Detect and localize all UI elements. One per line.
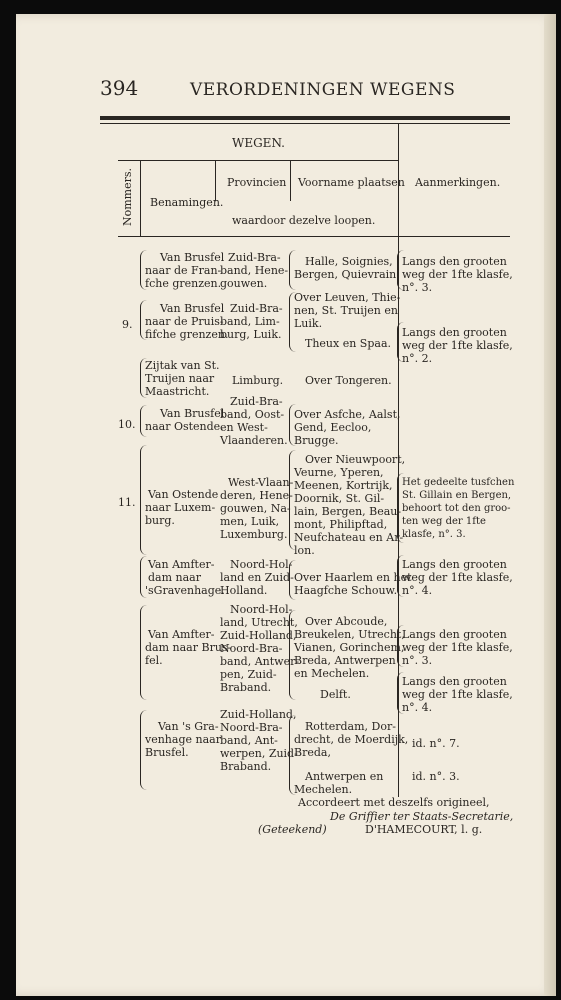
header-aanmerkingen: Aanmerkingen. [415,176,501,189]
row2-prov-1: Zuid-Bra- [230,302,283,315]
brace [289,450,296,550]
brace [140,556,147,598]
row6-plaats-1: Over Haarlem en het [294,571,412,584]
row3-benaming-1: Zijtak van St. [145,359,220,372]
row3-prov-1: Limburg. [232,374,284,387]
row5-aanm-1: Het gedeelte tusfchen [402,477,515,488]
row4-plaats-3: Brugge. [294,434,339,447]
row5-prov-2: deren, Hene- [220,489,293,502]
row5-prov-4: men, Luik, [220,515,280,528]
brace [289,404,296,446]
brace [140,250,147,290]
brace [140,358,147,398]
brace [289,560,296,600]
row2-plaats-4: Theux en Spaa. [305,337,391,350]
brace [140,300,147,340]
row2-benaming-3: fifche grenzen. [145,328,229,341]
row5-aanm-3: behoort tot den groo- [402,503,511,514]
row7-plaats-5: en Mechelen. [294,667,370,680]
header-divider [118,160,398,161]
row7-plaats-3: Vianen, Gorinchem, [294,641,405,654]
row7-plaats-2: Breukelen, Utrecht, [294,628,405,641]
brace [289,250,296,290]
brace [397,625,404,667]
row2-aanm-2: weg der 1fte klasfe, [402,339,513,352]
footer-accordeert: Accordeert met deszelfs origineel, [298,796,490,809]
page-number: 394 [100,76,139,100]
row7-prov-1: Noord-Hol- [230,603,293,616]
row1-plaats-2: Bergen, Quievrain. [294,268,400,281]
header-provincien: Provincien [227,176,287,189]
row6-prov-3: Holland. [220,584,268,597]
row6-aanm-3: n°. 4. [402,584,433,597]
brace [289,715,296,795]
row2-prov-3: burg, Luik. [220,328,282,341]
row1-aanm-2: weg der 1fte klasfe, [402,268,513,281]
row2-prov-2: band, Lim- [220,315,280,328]
row2-plaats-1: Over Leuven, Thie- [294,291,401,304]
row7-benaming-2: dam naar Brus- [145,641,232,654]
row8-prov-1: Zuid-Holland, [220,708,297,721]
row5-aanm-4: ten weg der 1fte [402,516,486,527]
row6-benaming-2: dam naar [148,571,201,584]
row5-nummer: 11. [118,496,136,509]
row7-prov-4: Noord-Bra- [220,642,283,655]
row6-plaats-2: Haagfche Schouw. [294,584,398,597]
header-rule-thick [100,116,510,120]
row5-plaats-1: Over Nieuwpoort, [305,453,406,466]
row2-benaming-1: Van Brusfel [160,302,225,315]
running-title: VERORDENINGEN WEGENS [190,80,456,100]
row5-aanm-2: St. Gillain en Bergen, [402,490,512,501]
row8-plaats-3: Breda, [294,746,331,759]
row6-aanm-1: Langs den grooten [402,558,507,571]
row7-prov-7: Braband. [220,681,272,694]
row8-prov-2: Noord-Bra- [220,721,283,734]
col-divider-3 [290,161,291,201]
row1-benaming-2: naar de Fran- [145,264,222,277]
row7-aanm-6: n°. 4. [402,701,433,714]
brace [140,405,147,437]
row7-plaats-4: Breda, Antwerpen [294,654,396,667]
row7-plaats-1: Over Abcoude, [305,615,388,628]
brace [397,322,404,362]
row7-aanm-3: n°. 3. [402,654,433,667]
brace [140,710,147,790]
row5-plaats-7: Neufchateau en Ar- [294,531,404,544]
header-benamingen: Benamingen. [150,196,224,209]
header-waardoor: waardoor dezelve loopen. [232,214,376,227]
brace [397,555,404,597]
row2-aanm-3: n°. 2. [402,352,433,365]
row8-benaming-2: venhage naar [145,733,221,746]
row3-plaats-1: Over Tongeren. [305,374,392,387]
row2-aanm-1: Langs den grooten [402,326,507,339]
row5-plaats-8: lon. [294,544,315,557]
row6-prov-1: Noord-Hol- [230,558,293,571]
row2-plaats-3: Luik. [294,317,323,330]
row5-aanm-5: klasfe, n°. 3. [402,529,466,540]
footer-signer: D'HAMECOURT, l. g. [365,823,483,836]
row6-benaming-3: 'sGravenhage. [145,584,225,597]
row8-aanm-1: id. n°. 7. [412,737,460,750]
row7-prov-3: Zuid-Holland, [220,629,297,642]
row7-aanm-5: weg der 1fte klasfe, [402,688,513,701]
row7-prov-5: band, Antwer- [220,655,300,668]
row8-aanm-2: id. n°. 3. [412,770,460,783]
row5-plaats-6: mont, Philipftad, [294,518,388,531]
row1-plaats-1: Halle, Soignies, [305,255,393,268]
row1-aanm-1: Langs den grooten [402,255,507,268]
row3-benaming-2: Truijen naar [145,372,215,385]
row7-prov-2: land, Utrecht, [220,616,298,629]
row7-aanm-4: Langs den grooten [402,675,507,688]
row5-prov-5: Luxemburg. [220,528,288,541]
footer-geteekend: (Geteekend) [258,823,327,836]
brace [397,473,404,543]
row6-aanm-2: weg der 1fte klasfe, [402,571,513,584]
footer-griffier: De Griffier ter Staats-Secretarie, [330,810,514,823]
header-rule-thin [100,123,510,124]
row1-aanm-3: n°. 3. [402,281,433,294]
row7-benaming-1: Van Amfter- [148,628,215,641]
header-wegen: WEGEN. [232,136,285,150]
row5-plaats-4: Doornik, St. Gil- [294,492,385,505]
row7-benaming-3: fel. [145,654,163,667]
row8-prov-4: werpen, Zuid- [220,747,298,760]
row1-prov-1: Zuid-Bra- [228,251,281,264]
row5-benaming-2: naar Luxem- [145,501,216,514]
row5-benaming-1: Van Ostende [148,488,219,501]
row5-prov-1: West-Vlaan- [228,476,294,489]
row5-plaats-3: Meenen, Kortrijk, [294,479,393,492]
row5-benaming-3: burg. [145,514,175,527]
row4-plaats-1: Over Asfche, Aalst, [294,408,401,421]
row8-plaats-5: Mechelen. [294,783,353,796]
row1-benaming-3: fche grenzen. [145,277,222,290]
row4-prov-4: Vlaanderen. [220,434,288,447]
row4-prov-1: Zuid-Bra- [230,395,283,408]
brace [289,610,296,700]
row3-benaming-3: Maastricht. [145,385,210,398]
row5-prov-3: gouwen, Na- [220,502,291,515]
row1-prov-2: band, Hene- [220,264,289,277]
row8-benaming-3: Brusfel. [145,746,189,759]
row8-prov-5: Braband. [220,760,272,773]
row5-plaats-5: lain, Bergen, Beau- [294,505,402,518]
row8-plaats-4: Antwerpen en [305,770,384,783]
row8-plaats-2: drecht, de Moerdijk, [294,733,409,746]
row6-benaming-1: Van Amfter- [148,558,215,571]
row2-benaming-2: naar de Pruis- [145,315,224,328]
row4-benaming-2: naar Ostende. [145,420,224,433]
header-voorname-plaatsen: Voorname plaatsen [298,176,405,189]
brace [397,250,404,290]
col-divider-2 [215,161,216,201]
row2-plaats-2: nen, St. Truijen en [294,304,398,317]
row4-prov-3: en West- [220,421,268,434]
row8-plaats-1: Rotterdam, Dor- [305,720,396,733]
brace [397,672,404,714]
row4-prov-2: band, Oost- [220,408,285,421]
row5-plaats-2: Veurne, Yperen, [294,466,384,479]
row6-prov-2: land en Zuid- [220,571,294,584]
row7-aanm-1: Langs den grooten [402,628,507,641]
header-bottom-rule [118,236,510,237]
row8-benaming-1: Van 's Gra- [158,720,219,733]
row1-prov-3: gouwen. [220,277,268,290]
header-nommers: Nommers. [121,167,134,226]
brace [140,445,147,555]
page-gutter [544,14,556,996]
row7-aanm-2: weg der 1fte klasfe, [402,641,513,654]
brace [289,292,296,352]
row7-plaats-6: Delft. [320,688,351,701]
brace [140,605,147,700]
row4-benaming-1: Van Brusfel [160,407,225,420]
col-divider-1 [140,161,141,236]
row4-nummer: 10. [118,418,136,431]
row2-nummer: 9. [122,318,133,331]
row4-plaats-2: Gend, Eecloo, [294,421,372,434]
row8-prov-3: band, Ant- [220,734,278,747]
row1-benaming-1: Van Brusfel [160,251,225,264]
row7-prov-6: pen, Zuid- [220,668,277,681]
